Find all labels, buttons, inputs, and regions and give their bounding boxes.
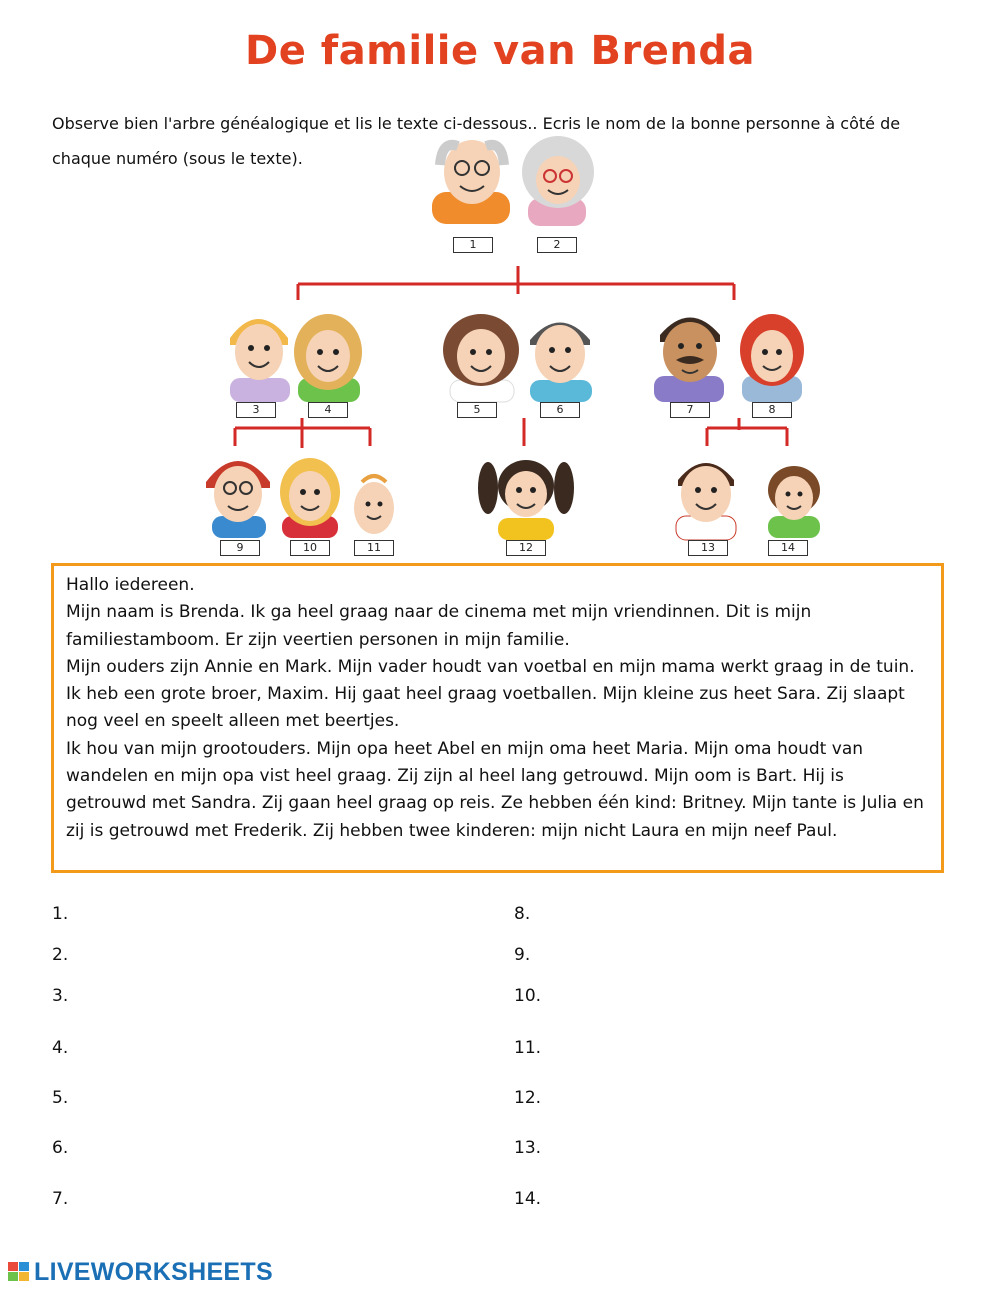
answer-label-4: 4. — [52, 1038, 69, 1058]
sister-sara-figure — [354, 476, 394, 534]
story-paragraph: Hallo iedereen. — [66, 575, 195, 595]
number-box-5[interactable]: 5 — [457, 402, 497, 418]
story-paragraph: Mijn naam is Brenda. Ik ga heel graag naar de cinema met mijn vriendinnen. Dit is mijn familiestamboom. Er zijn veertien personen in mijn familie. — [66, 602, 812, 650]
number-box-14[interactable]: 14 — [768, 540, 808, 556]
mother-annie-figure — [443, 314, 519, 402]
story-paragraph: Ik hou van mijn grootouders. Mijn opa heet Abel en mijn oma heet Maria. Mijn oma houdt van wandelen en mijn opa vist heel graag. Zij zijn al heel lang getrouwd. Mijn oom is Bart. Hij is getrouwd met Sandra. Zij gaan heel graag op reis. Ze hebben één kind: Britney. Mijn tante is Julia en zij is getrouwd met Frederik. Zij hebben twee kinderen: mijn nicht Laura en mijn neef Paul. — [66, 738, 924, 841]
number-box-4[interactable]: 4 — [308, 402, 348, 418]
answer-label-10: 10. — [514, 986, 542, 1006]
answer-label-12: 12. — [514, 1088, 542, 1108]
uncle-frederik-figure — [654, 318, 724, 403]
answer-label-11: 11. — [514, 1038, 542, 1058]
number-box-1[interactable]: 1 — [453, 237, 493, 253]
logo-text: LIVEWORKSHEETS — [34, 1257, 273, 1286]
number-box-8[interactable]: 8 — [752, 402, 792, 418]
instructions: Observe bien l'arbre généalogique et lis le texte ci-dessous.. Ecris le nom de la bonne personne à côté de chaque numéro (sous le texte). — [52, 114, 901, 168]
number-box-12[interactable]: 12 — [506, 540, 546, 556]
number-box-10[interactable]: 10 — [290, 540, 330, 556]
uncle-bart-figure — [230, 319, 290, 402]
cousin-britney-figure — [478, 460, 574, 540]
liveworksheets-logo[interactable] — [8, 1257, 273, 1287]
grandpa-figure — [432, 140, 510, 224]
cousin-paul-figure — [676, 463, 736, 540]
logo-mark-icon — [8, 1260, 30, 1284]
brenda-figure — [280, 458, 340, 538]
brother-maxim-figure — [206, 461, 270, 538]
number-box-6[interactable]: 6 — [540, 402, 580, 418]
number-box-13[interactable]: 13 — [688, 540, 728, 556]
aunt-sandra-figure — [294, 314, 362, 402]
answer-label-5: 5. — [52, 1088, 69, 1108]
story-paragraph: Mijn ouders zijn Annie en Mark. Mijn vader houdt van voetbal en mijn mama werkt graag in de tuin. Ik heb een grote broer, Maxim. Hij gaat heel graag voetballen. Mijn kleine zus heet Sara. Zij slaapt nog veel en speelt alleen met beertjes. — [66, 656, 915, 732]
answer-label-3: 3. — [52, 986, 69, 1006]
number-box-3[interactable]: 3 — [236, 402, 276, 418]
story-text-box — [51, 563, 944, 873]
number-box-2[interactable]: 2 — [537, 237, 577, 253]
answer-label-2: 2. — [52, 945, 69, 965]
family-tree — [0, 0, 1000, 560]
page-title: De familie van Brenda — [245, 28, 755, 74]
answer-label-14: 14. — [514, 1189, 542, 1209]
aunt-julia-figure — [740, 314, 804, 402]
answer-label-6: 6. — [52, 1138, 69, 1158]
number-box-11[interactable]: 11 — [354, 540, 394, 556]
number-box-7[interactable]: 7 — [670, 402, 710, 418]
grandma-figure — [522, 136, 594, 226]
answer-label-8: 8. — [514, 904, 531, 924]
answer-label-1: 1. — [52, 904, 69, 924]
answer-label-13: 13. — [514, 1138, 542, 1158]
number-box-9[interactable]: 9 — [220, 540, 260, 556]
father-mark-figure — [530, 323, 592, 403]
answer-label-9: 9. — [514, 945, 531, 965]
family-portraits — [0, 0, 1000, 560]
cousin-laura-figure — [768, 466, 820, 538]
answer-label-7: 7. — [52, 1189, 69, 1209]
